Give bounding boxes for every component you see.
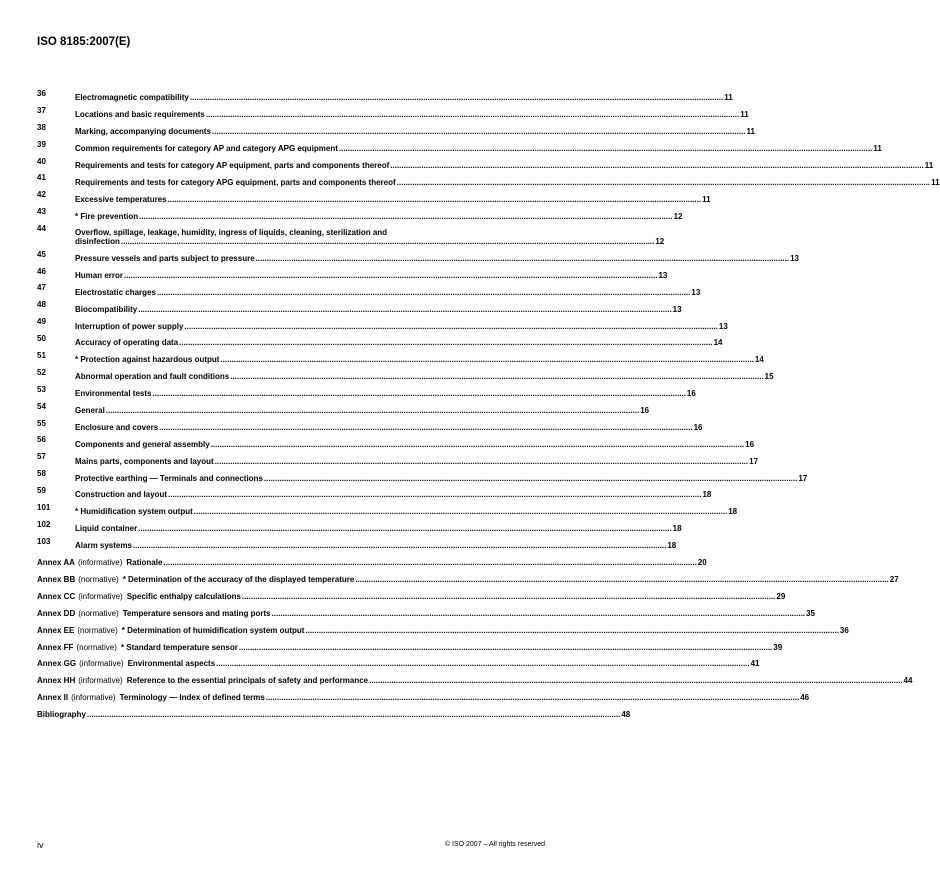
annex-type: (informative): [71, 693, 116, 703]
toc-entry[interactable]: [37, 204, 683, 221]
clause-body: [75, 194, 711, 205]
dot-leader: [256, 254, 789, 264]
clause-number: 103: [37, 536, 51, 546]
clause-title: Locations and basic requirements: [75, 110, 205, 120]
dot-leader: [121, 237, 654, 247]
annex-title: Specific enthalpy calculations: [126, 591, 241, 601]
clause-number: 38: [37, 122, 46, 132]
clause-title-line2-row: [75, 237, 664, 247]
clause-body: [75, 355, 764, 365]
page-ref: 27: [889, 574, 899, 584]
dot-leader: [194, 507, 727, 517]
annex-type: (informative): [78, 676, 123, 686]
clause-number: 55: [37, 418, 46, 428]
annex-body: [37, 693, 810, 703]
page-ref: 14: [754, 355, 764, 365]
page-ref: 20: [697, 558, 707, 568]
clause-number: 40: [37, 156, 46, 166]
dot-leader: [355, 575, 888, 585]
clause-title: Biocompatibility: [75, 304, 138, 314]
clause-body: [75, 338, 723, 348]
clause-number: 48: [37, 300, 46, 310]
annex-title: * Determination of humidification system output: [121, 625, 305, 635]
page-ref: 11: [873, 144, 882, 154]
dot-leader: [230, 372, 763, 382]
clause-number: 102: [37, 519, 51, 529]
clause-title: Marking, accompanying documents: [75, 127, 212, 137]
clause-title: * Protection against hazardous output: [75, 355, 220, 365]
clause-title-line2: disinfection: [75, 237, 120, 247]
clause-title: * Humidification system output: [75, 507, 193, 517]
annex-body: [37, 625, 849, 636]
bibliography-title: Bibliography: [37, 710, 86, 720]
dot-leader: [87, 710, 620, 720]
clause-body: [75, 439, 755, 450]
dot-leader: [159, 423, 692, 433]
clause-number: 41: [37, 173, 46, 183]
page-number: iv: [37, 840, 44, 850]
annex-entry[interactable]: [37, 669, 913, 686]
clause-title: Pressure vessels and parts subject to pressure: [75, 254, 255, 264]
annex-entry[interactable]: [37, 618, 849, 635]
clause-title: Enclosure and covers: [75, 422, 159, 432]
clause-number: 39: [37, 139, 46, 149]
annex-title: * Standard temperature sensor: [120, 642, 238, 652]
toc-entry[interactable]: [37, 500, 738, 517]
dot-leader: [133, 541, 666, 551]
dot-leader: [168, 195, 701, 205]
clause-body: [75, 406, 650, 416]
clause-title-block: [75, 228, 664, 247]
page-ref: 17: [798, 473, 808, 483]
clause-number: 58: [37, 469, 46, 479]
clause-title: Human error: [75, 270, 124, 280]
clause-number: 50: [37, 334, 46, 344]
clause-title-line1: Overflow, spillage, leakage, humidity, ingress of liquids, cleaning, sterilization and: [75, 227, 388, 237]
clause-body: [75, 287, 701, 298]
page-ref: 11: [746, 127, 755, 137]
clause-title: Requirements and tests for category APG equipment, parts and components thereof: [75, 177, 396, 187]
dot-leader: [138, 305, 671, 315]
page-ref: 18: [667, 541, 677, 551]
clause-number: 46: [37, 266, 46, 276]
document-id: ISO 8185:2007(E): [37, 36, 131, 48]
annex-entry[interactable]: [37, 652, 760, 669]
toc-entry[interactable]: [37, 348, 764, 365]
clause-title: Common requirements for category AP and category APG equipment: [75, 144, 338, 154]
annex-body: [37, 591, 786, 602]
toc-entry[interactable]: [37, 517, 682, 534]
clause-number: 49: [37, 317, 46, 327]
toc-entry[interactable]: [37, 365, 774, 382]
clause-number: 56: [37, 435, 46, 445]
dot-leader: [369, 676, 902, 686]
clause-number: 101: [37, 502, 51, 512]
page-ref: 14: [713, 338, 723, 348]
clause-number: 43: [37, 207, 46, 217]
clause-number: 47: [37, 283, 46, 293]
dot-leader: [239, 643, 772, 653]
dot-leader: [179, 338, 712, 348]
clause-title: Electromagnetic compatibility: [75, 93, 189, 103]
toc-entry[interactable]: [37, 221, 665, 247]
clause-body: [75, 541, 677, 551]
page-ref: 11: [702, 194, 711, 204]
page-ref: 46: [800, 693, 810, 703]
page-ref: 17: [749, 456, 759, 466]
annex-label: Annex GG: [37, 659, 77, 669]
annex-type: (normative): [76, 642, 117, 652]
dot-leader: [212, 127, 745, 137]
clause-body: [75, 177, 940, 188]
clause-number: 54: [37, 401, 46, 411]
toc-entry[interactable]: [37, 331, 723, 348]
dot-leader: [215, 457, 748, 467]
clause-body: [75, 473, 808, 484]
dot-leader: [266, 693, 799, 703]
annex-body: [37, 659, 760, 669]
clause-body: [75, 422, 703, 433]
dot-leader: [397, 178, 930, 188]
page-ref: 12: [655, 237, 665, 247]
clause-body: [75, 110, 749, 120]
clause-number: 37: [37, 105, 46, 115]
dot-leader: [124, 271, 657, 281]
toc-entry[interactable]: [37, 297, 682, 314]
page-ref: 16: [686, 389, 696, 399]
annex-type: (normative): [78, 608, 119, 618]
toc-entry[interactable]: [37, 280, 701, 297]
page-ref: 44: [903, 676, 913, 686]
toc-entry[interactable]: [37, 187, 711, 204]
annex-title: Temperature sensors and mating ports: [122, 608, 271, 618]
page-ref: 12: [673, 211, 683, 221]
dot-leader: [163, 558, 696, 568]
page-ref: 29: [776, 591, 786, 601]
dot-leader: [242, 592, 775, 602]
annex-label: Annex FF: [37, 642, 74, 652]
page-ref: 16: [640, 406, 650, 416]
annex-entry[interactable]: [37, 601, 815, 618]
annex-title: Reference to the essential principals of safety and performance: [126, 676, 369, 686]
clause-number: 52: [37, 367, 46, 377]
annex-entry[interactable]: [37, 635, 783, 652]
dot-leader: [211, 440, 744, 450]
annex-entry[interactable]: [37, 584, 786, 601]
annex-label: Annex BB: [37, 574, 76, 584]
clause-body: [75, 127, 755, 137]
page-ref: 18: [672, 524, 682, 534]
annex-type: (informative): [78, 591, 123, 601]
dot-leader: [206, 110, 739, 120]
clause-body: [75, 211, 683, 222]
clause-title: Liquid container: [75, 524, 138, 534]
toc-entry[interactable]: [37, 247, 799, 264]
dot-leader: [152, 389, 685, 399]
clause-body: [75, 321, 728, 332]
annex-label: Annex AA: [37, 558, 75, 568]
clause-title: Accuracy of operating data: [75, 338, 179, 348]
clause-title: Environmental tests: [75, 389, 152, 399]
toc-entry[interactable]: [37, 86, 733, 103]
clause-number: 51: [37, 350, 46, 360]
annex-body: [37, 676, 913, 686]
dot-leader: [305, 626, 838, 636]
clause-body: [75, 389, 696, 399]
clause-title: Abnormal operation and fault conditions: [75, 372, 230, 382]
toc-entry[interactable]: [37, 170, 940, 187]
page-ref: 36: [839, 625, 849, 635]
dot-leader: [157, 288, 690, 298]
page-ref: 18: [702, 490, 712, 500]
page-ref: 13: [718, 321, 728, 331]
dot-leader: [264, 474, 797, 484]
annex-label: Annex CC: [37, 591, 76, 601]
page-ref: 39: [773, 642, 783, 652]
dot-leader: [220, 355, 753, 365]
clause-body: [75, 93, 733, 103]
annex-type: (normative): [78, 574, 119, 584]
clause-body: [75, 507, 738, 517]
clause-number: 57: [37, 452, 46, 462]
clause-title: Interruption of power supply: [75, 321, 184, 331]
clause-body: [75, 456, 759, 467]
clause-body: [75, 160, 934, 171]
dot-leader: [390, 161, 923, 171]
clause-title: Alarm systems: [75, 541, 132, 551]
clause-title: * Fire prevention: [75, 211, 139, 221]
page-ref: 13: [790, 254, 799, 264]
clause-title: Construction and layout: [75, 490, 167, 500]
clause-title: Protective earthing — Terminals and connections: [75, 473, 263, 483]
clause-number: 36: [37, 89, 46, 98]
toc-entry[interactable]: [37, 432, 755, 449]
toc-entry[interactable]: [37, 466, 808, 483]
toc-entry[interactable]: [37, 416, 703, 433]
page-ref: 13: [691, 287, 701, 297]
dot-leader: [138, 524, 671, 534]
clause-body: [75, 524, 682, 534]
toc-entry[interactable]: [37, 103, 749, 120]
clause-body: [75, 144, 882, 154]
clause-title: Excessive temperatures: [75, 194, 167, 204]
dot-leader: [139, 212, 672, 222]
dot-leader: [216, 659, 749, 669]
annex-title: Terminology — Index of defined terms: [119, 693, 265, 703]
annex-entry[interactable]: [37, 568, 899, 585]
page-ref: 16: [745, 439, 755, 449]
annex-body: [37, 558, 707, 568]
page-ref: 16: [693, 422, 703, 432]
toc-entry[interactable]: [37, 483, 712, 500]
dot-leader: [184, 322, 717, 332]
page-ref: 11: [924, 160, 934, 170]
clause-title: Components and general assembly: [75, 439, 210, 449]
annex-entry[interactable]: [37, 551, 707, 568]
clause-title: Electrostatic charges: [75, 287, 156, 297]
annex-label: Annex HH: [37, 676, 76, 686]
clause-body: [75, 372, 774, 382]
toc-entry[interactable]: [37, 399, 650, 416]
clause-number: 45: [37, 249, 46, 259]
toc-entry[interactable]: [37, 449, 759, 466]
bibliography-body: [37, 710, 631, 720]
annex-title: Environmental aspects: [127, 659, 216, 669]
clause-number: 53: [37, 384, 46, 394]
annex-body: [37, 642, 783, 653]
toc-entry[interactable]: [37, 154, 934, 171]
clause-body: [75, 490, 712, 500]
clause-title: General: [75, 406, 105, 416]
page-ref: 41: [750, 659, 760, 669]
clause-title: Requirements and tests for category AP equipment, parts and components thereof: [75, 160, 390, 170]
bibliography-entry[interactable]: [37, 703, 631, 720]
annex-label: Annex EE: [37, 625, 75, 635]
clause-body: [75, 270, 668, 281]
toc-entry[interactable]: [37, 120, 755, 137]
table-of-contents: [37, 86, 940, 720]
page-ref: 11: [931, 177, 940, 187]
clause-number: 59: [37, 486, 46, 496]
clause-title: Mains parts, components and layout: [75, 456, 214, 466]
copyright-notice: © ISO 2007 – All rights reserved: [444, 841, 545, 848]
page-ref: 11: [740, 110, 749, 120]
dot-leader: [339, 144, 872, 154]
annex-label: Annex DD: [37, 608, 76, 618]
annex-body: [37, 608, 815, 619]
annex-title: Rationale: [126, 558, 163, 568]
annex-entry[interactable]: [37, 686, 810, 703]
annex-title: * Determination of the accuracy of the displayed temperature: [122, 574, 355, 584]
page-ref: 48: [621, 710, 631, 720]
toc-entry[interactable]: [37, 137, 882, 154]
dot-leader: [168, 490, 701, 500]
dot-leader: [190, 93, 723, 103]
page-ref: 11: [724, 93, 733, 103]
page-ref: 13: [672, 304, 682, 314]
page-ref: 13: [658, 270, 668, 280]
clause-body: [75, 254, 799, 264]
page-ref: 15: [764, 372, 774, 382]
dot-leader: [106, 406, 639, 416]
clause-number: 44: [37, 224, 46, 234]
toc-entry[interactable]: [37, 264, 668, 281]
annex-type: (normative): [77, 625, 118, 635]
clause-number: 42: [37, 190, 46, 200]
page-ref: 18: [728, 507, 738, 517]
toc-entry[interactable]: [37, 314, 728, 331]
page-ref: 35: [806, 608, 815, 618]
annex-type: (informative): [77, 558, 123, 568]
dot-leader: [272, 609, 805, 619]
annex-type: (informative): [79, 659, 124, 669]
toc-entry[interactable]: [37, 534, 677, 551]
clause-body: [75, 304, 682, 315]
annex-body: [37, 574, 899, 585]
toc-entry[interactable]: [37, 382, 696, 399]
annex-label: Annex II: [37, 693, 69, 703]
